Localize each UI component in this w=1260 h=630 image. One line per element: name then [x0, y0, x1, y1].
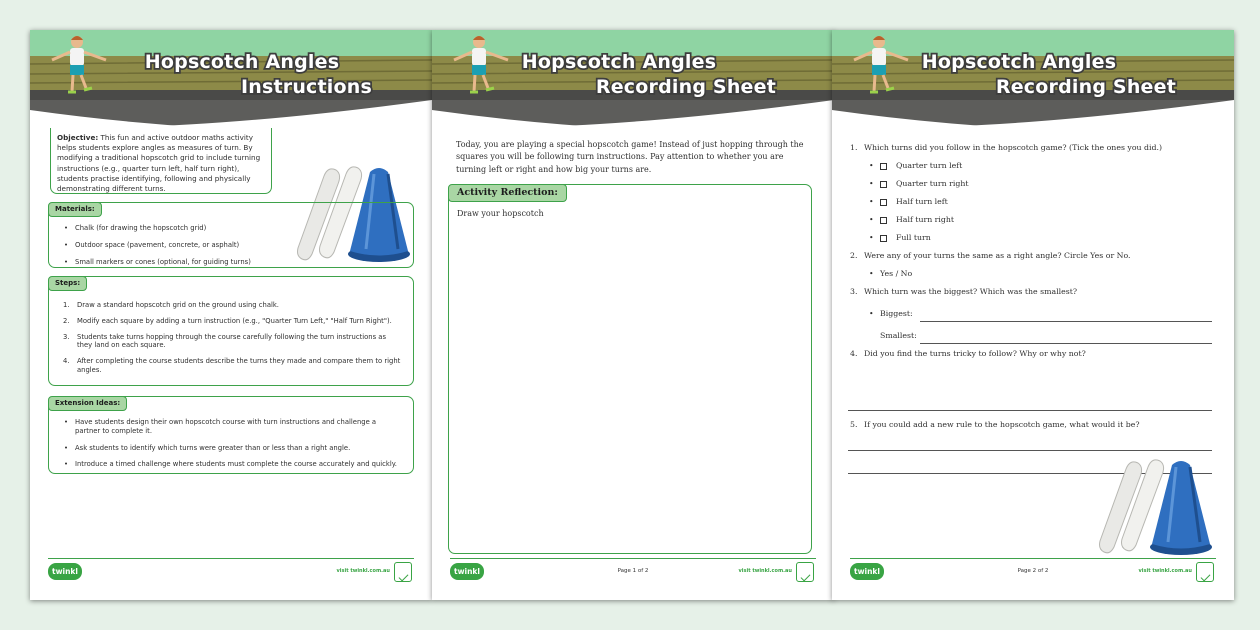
list-item: • Small markers or cones (optional, for guiding turns): [59, 258, 403, 267]
recording-sheet-page-2: [832, 30, 1234, 600]
quality-seal-icon: [1196, 562, 1214, 582]
extension-box: [48, 396, 414, 474]
recording-sheet-page-1: [432, 30, 834, 600]
list-item: • Have students design their own hopscotch course with turn instructions and challenge a partner to complete it.: [59, 418, 403, 436]
checkbox-icon: [880, 163, 887, 170]
objective-box: [50, 128, 272, 194]
page-title-line1: Hopscotch Angles: [921, 51, 1117, 73]
smallest-answer[interactable]: Smallest:: [850, 329, 1212, 347]
site-link[interactable]: visit twinkl.com.au: [738, 568, 792, 574]
list-item: 3. Students take turns hopping through the course carefully following the turn instructions as they land on each square.: [63, 332, 387, 350]
twinkl-logo[interactable]: twinkl: [850, 563, 884, 580]
materials-heading: Materials:: [48, 202, 102, 217]
checkbox-option[interactable]: • Quarter turn left: [869, 161, 963, 170]
list-item: 1. Draw a standard hopscotch grid on the ground using chalk.: [63, 301, 279, 309]
list-item: 4. After completing the course students describe the turns they made and compare them to right angles.: [63, 357, 401, 375]
answer-line[interactable]: [848, 450, 1212, 451]
steps-heading: Steps:: [48, 276, 87, 291]
page-title-line2: Instructions: [240, 76, 372, 98]
objective-label: Objective:: [57, 133, 99, 142]
reflection-heading: Activity Reflection:: [448, 184, 567, 202]
checkbox-option[interactable]: • Half turn left: [869, 197, 948, 206]
page-footer: [850, 558, 1216, 584]
page-number: Page 1 of 2: [617, 568, 649, 574]
list-item: • Introduce a timed challenge where students must complete the course accurately and quickly.: [59, 460, 403, 469]
question-4: 4. Did you find the turns tricky to follow? Why or why not?: [850, 349, 1086, 358]
checkbox-icon: [880, 217, 887, 224]
header-banner: [832, 30, 1234, 134]
quality-seal-icon: [394, 562, 412, 582]
objective-text: This fun and active outdoor maths activity helps students explore angles as measures of turn. By modifying a traditional hopscotch grid to include turning instructions (e.g., quarter turn left, half turn right), students practise identifying, following and physically demonstrating different turns.: [57, 133, 261, 194]
reflection-prompt: Draw your hopscotch: [457, 209, 544, 218]
header-banner: [30, 30, 432, 134]
page-title-line2: Recording Sheet: [595, 76, 776, 98]
intro-text: Today, you are playing a special hopscotch game! Instead of just hopping through the squares you will be following turn instructions. Pay attention to whether you are turning left or right and how big your turns are.: [456, 140, 804, 174]
steps-list: [49, 277, 413, 386]
site-link[interactable]: visit twinkl.com.au: [336, 568, 390, 574]
answer-line[interactable]: [848, 410, 1212, 411]
steps-box: [48, 276, 414, 386]
materials-box: [48, 202, 414, 268]
yes-no-answer[interactable]: • Yes / No: [869, 269, 913, 278]
checkbox-icon: [880, 235, 887, 242]
checkbox-option[interactable]: • Full turn: [869, 233, 931, 242]
list-item: • Chalk (for drawing the hopscotch grid): [59, 224, 403, 233]
quality-seal-icon: [796, 562, 814, 582]
checkbox-icon: [880, 199, 887, 206]
page-number: Page 2 of 2: [1017, 568, 1049, 574]
list-item: • Ask students to identify which turns were greater than or less than a right angle.: [59, 444, 403, 453]
question-list: [850, 141, 1212, 365]
checkbox-option[interactable]: • Quarter turn right: [869, 179, 969, 188]
page-footer: [450, 558, 816, 584]
checkbox-icon: [880, 181, 887, 188]
page-title-line1: Hopscotch Angles: [144, 51, 340, 73]
site-link[interactable]: visit twinkl.com.au: [1138, 568, 1192, 574]
page-footer: [48, 558, 414, 584]
extension-heading: Extension Ideas:: [48, 396, 127, 411]
question-5-wrap: [850, 418, 1212, 436]
question-5: 5. If you could add a new rule to the hopscotch game, what would it be?: [850, 420, 1140, 429]
chalk-and-cone-illustration: [1096, 457, 1226, 559]
materials-list: [49, 203, 413, 279]
question-1: 1. Which turns did you follow in the hopscotch game? (Tick the ones you did.): [850, 143, 1163, 152]
list-item: 2. Modify each square by adding a turn instruction (e.g., "Quarter Turn Left," "Half Turn Right").: [63, 316, 392, 325]
twinkl-logo[interactable]: twinkl: [450, 563, 484, 580]
checkbox-option[interactable]: • Half turn right: [869, 215, 955, 224]
page-title-line2: Recording Sheet: [995, 76, 1176, 98]
reflection-box[interactable]: [448, 184, 812, 554]
list-item: • Outdoor space (pavement, concrete, or asphalt): [59, 241, 403, 250]
biggest-answer[interactable]: • Biggest:: [850, 307, 1212, 325]
instructions-page: [30, 30, 432, 600]
header-banner: [432, 30, 834, 134]
twinkl-logo[interactable]: twinkl: [48, 563, 82, 580]
question-3: 3. Which turn was the biggest? Which was the smallest?: [850, 287, 1078, 296]
page-title-line1: Hopscotch Angles: [521, 51, 717, 73]
question-2: 2. Were any of your turns the same as a right angle? Circle Yes or No.: [850, 251, 1131, 260]
